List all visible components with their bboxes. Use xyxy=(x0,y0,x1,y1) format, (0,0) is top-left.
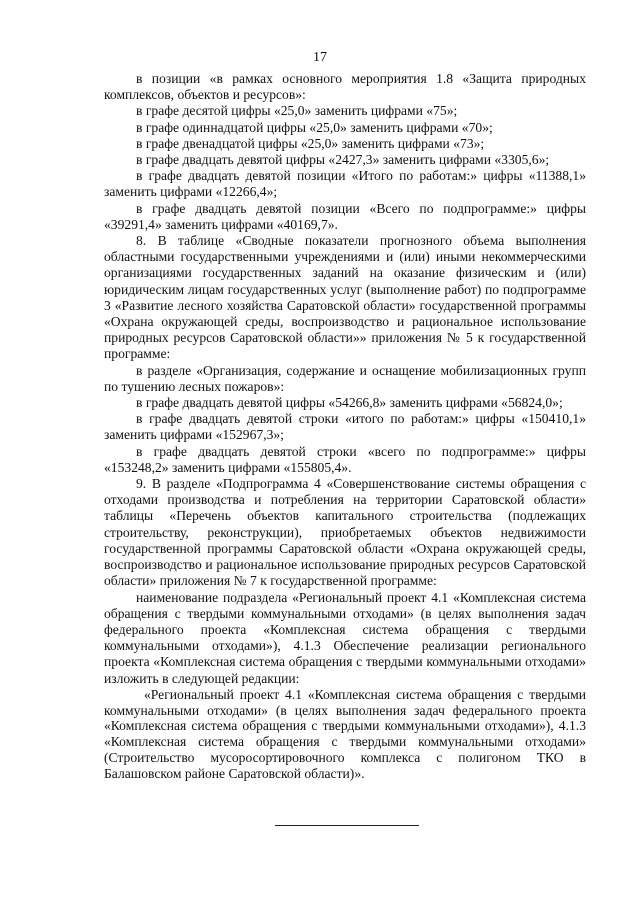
paragraph: в графе двадцать девятой цифры «2427,3» заменить цифрами «3305,6»; xyxy=(136,152,550,168)
paragraph: 9. В разделе «Подпрограмма 4 «Совершенствование системы обращения с отходами производства и потребления на территории Саратовской области» таблицы «Перечень объектов капитального строительства (подлежащих строительству, реконструкции), приобретаемых объектов недвижимости государственной программы Саратовской области «Охрана окружающей среды, воспроизводство и рациональное использование природных ресурсов Саратовской области» приложения № 7 к государственной программе: xyxy=(104,476,586,589)
paragraph: в графе двадцать девятой строки «всего по подпрограмме:» цифры «153248,2» заменить цифрами «155805,4». xyxy=(104,443,586,475)
paragraph: в графе двадцать девятой строки «итого по работам:» цифры «150410,1» заменить цифрами «152967,3»; xyxy=(104,411,586,443)
paragraph: в графе двадцать девятой цифры «54266,8» заменить цифрами «56824,0»; xyxy=(136,395,563,411)
page-number: 17 xyxy=(313,50,327,65)
paragraph: в графе десятой цифры «25,0» заменить цифрами «75»; xyxy=(136,103,458,119)
paragraph: в позиции «в рамках основного мероприятия 1.8 «Защита природных комплексов, объектов и ресурсов»: xyxy=(104,71,586,103)
paragraph: в графе двадцать девятой позиции «Итого по работам:» цифры «11388,1» заменить цифрами «12266,4»; xyxy=(104,168,586,200)
closing-rule xyxy=(275,825,419,826)
document-body xyxy=(104,71,586,782)
paragraph: 8. В таблице «Сводные показатели прогнозного объема выполнения областными государственными учреждениями и (или) иными некоммерческими организациями государственных заданий на оказание физическим и (или) юридическим лицам государственных услуг (выполнение работ) по подпрограмме 3 «Развитие лесного хозяйства Саратовской области» государственной программы «Охрана окружающей среды, воспроизводство и рациональное использование природных ресурсов Саратовской области»» приложения № 5 к государственной программе: xyxy=(104,233,586,362)
paragraph: наименование подраздела «Региональный проект 4.1 «Комплексная система обращения с твердыми коммунальными отходами» (в целях выполнения задач федерального проекта «Комплексная система обращения с твердыми коммунальными отходами»), 4.1.3 Обеспечение реализации регионального проекта «Комплексная система обращения с твердыми коммунальными отходами» изложить в следующей редакции: xyxy=(104,589,586,686)
quoted-paragraph: «Региональный проект 4.1 «Комплексная система обращения с твердыми коммунальными отходами» (в целях выполнения задач федерального проекта «Комплексная система обращения с твердыми коммунальными отходами»), 4.1.3 «Комплексная система обращения с твердыми коммунальными отходами» (Строительство мусоросортировочного комплекса с полигоном ТКО в Балашовском районе Саратовской области)». xyxy=(104,686,586,781)
paragraph: в графе одиннадцатой цифры «25,0» заменить цифрами «70»; xyxy=(136,119,493,135)
paragraph: в графе двенадцатой цифры «25,0» заменить цифрами «73»; xyxy=(136,135,485,151)
paragraph: в графе двадцать девятой позиции «Всего по подпрограмме:» цифры «39291,4» заменить цифрами «40169,7». xyxy=(104,200,586,232)
paragraph: в разделе «Организация, содержание и оснащение мобилизационных групп по тушению лесных пожаров»: xyxy=(104,362,586,394)
